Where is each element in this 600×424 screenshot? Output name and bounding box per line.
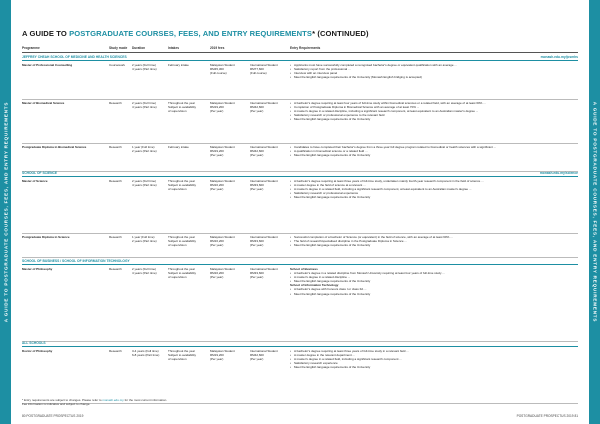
section-link[interactable]: monash.edu.my/jcsmhs: [540, 55, 578, 59]
requirement-item: • Meet the English language requirements of the University: [290, 292, 578, 296]
study-mode: Research: [109, 235, 122, 239]
side-tab-right: [589, 0, 600, 424]
requirement-item: • A master's degree in a related discipline, including a significant research component, at least equivalent to an Australian master's degree ...: [290, 109, 578, 113]
cell-line: of supervision: [168, 109, 187, 114]
duration: [132, 101, 165, 109]
entry-requirements: [290, 101, 578, 121]
table-row: [22, 265, 578, 342]
cell-line: RM19,200: [210, 105, 224, 110]
requirement-item: • A qualification in biomedical science or a related field ...: [290, 149, 578, 153]
title-prefix: A GUIDE TO: [22, 29, 70, 38]
table-row: [22, 177, 578, 234]
entry-requirements: [290, 267, 578, 296]
cell-line: (Per year): [250, 275, 264, 280]
cell-line: International Student: [250, 179, 278, 183]
cell-line: 6-8 years (Part time): [132, 353, 160, 358]
cell-line: RM19,200: [210, 149, 224, 154]
fee-international: [250, 349, 288, 361]
requirement-item: • A bachelor's degree with honours class I or class IIA ...: [290, 287, 578, 291]
requirements-list: [290, 349, 578, 369]
col-study-mode: Study mode: [109, 46, 128, 50]
requirement-item: • A bachelor's degree requiring at least three years of full-time study in a relevant field ...: [290, 349, 578, 353]
cell-line: Throughout the year: [168, 267, 196, 271]
cell-line: Throughout the year: [168, 349, 196, 353]
requirement-item: • Candidates to have completed their bachelor's degree from a three-year full degree program related to biomedical or health sciences with a significant ...: [290, 145, 578, 149]
cell-line: International Student: [250, 145, 278, 149]
requirement-item: • Satisfactory research or professional experience to the relevant field: [290, 113, 578, 117]
cell-line: RM33,600: [250, 183, 264, 188]
section-header: [22, 54, 578, 61]
requirements-list: [290, 63, 578, 79]
cell-line: Malaysian Student: [210, 267, 235, 271]
fee-malaysian: [210, 179, 248, 191]
section-header: [22, 258, 578, 265]
title-suffix: * (CONTINUED): [312, 29, 369, 38]
cell-line: (Full course): [250, 71, 267, 76]
requirement-item: • The field of research/specialised discipline in the Postgraduate Diploma in Science ...: [290, 239, 578, 243]
requirement-item: • A master's degree in a related field, including a significant research component, at least equivalent to an Australian master's degree ...: [290, 187, 578, 191]
cell-line: 2 years (Full time): [132, 101, 157, 105]
requirement-item: • Satisfactory research experience: [290, 361, 578, 365]
page-title: [22, 29, 369, 38]
cell-line: International Student: [250, 349, 278, 353]
study-mode: Coursework: [109, 63, 126, 67]
fee-international: [250, 179, 288, 191]
col-duration: Duration: [132, 46, 146, 50]
cell-line: Throughout the year: [168, 179, 196, 183]
table-row: [22, 99, 578, 144]
requirement-item: • Meet the English language requirements of the University (Monash English bridging is accepted): [290, 75, 578, 79]
fee-malaysian: [210, 235, 248, 247]
intakes: [168, 267, 208, 279]
cell-line: RM33,600: [250, 239, 264, 244]
requirement-item: • Applicants must have successfully completed a recognised bachelor's degree or equivalent qualification with an average ...: [290, 63, 578, 67]
requirement-item: • Meet the English language requirements of the University: [290, 117, 578, 121]
requirement-item: • Meet the English language requirements of the University: [290, 153, 578, 157]
programme-name: Postgraduate Diploma in Science: [22, 235, 70, 239]
footnote-line2: Fee information is indicative and subject to change.: [22, 402, 91, 406]
footnote-link[interactable]: monash.edu.my: [102, 398, 124, 402]
cell-line: Subject to availability: [168, 105, 197, 110]
requirement-item: • A master's degree in a related field, including a significant research component ...: [290, 357, 578, 361]
table-row: [22, 233, 578, 258]
cell-line: of supervision: [168, 275, 187, 280]
section-link[interactable]: monash.edu.my/science: [539, 171, 578, 175]
study-mode: Research: [109, 145, 122, 149]
cell-line: 2 years (Full time): [132, 267, 157, 271]
intakes: [168, 349, 208, 361]
requirements-list: [290, 235, 578, 247]
cell-line: (Per year): [210, 357, 224, 362]
entry-requirements: [290, 349, 578, 369]
cell-line: International Student: [250, 63, 278, 67]
duration: [132, 267, 165, 275]
cell-line: RM42,600: [250, 105, 264, 110]
cell-line: (Full course): [210, 71, 227, 76]
cell-line: of supervision: [168, 187, 187, 192]
requirement-item: • Meet the English language requirements of the University: [290, 365, 578, 369]
fee-international: [250, 101, 288, 113]
requirement-item: • A master degree in the relevant department ...: [290, 353, 578, 357]
cell-line: 2 years (Part time): [132, 239, 157, 244]
cell-line: (Per year): [210, 275, 224, 280]
intakes: [168, 145, 208, 149]
cell-line: 1 year (Full time): [132, 235, 155, 239]
fee-malaysian: [210, 63, 248, 75]
cell-line: Throughout the year: [168, 235, 196, 239]
footnote: [22, 398, 422, 406]
fee-international: [250, 63, 288, 75]
requirement-item: • A bachelor's degree requiring at least three years of full-time study, undertaken mainly fourth-year research component in the field of science ...: [290, 179, 578, 183]
side-tab-left-text: A GUIDE TO POSTGRADUATE COURSES, FEES, AND ENTRY REQUIREMENTS: [3, 101, 8, 323]
study-mode: Research: [109, 101, 122, 105]
cell-line: (Per year): [250, 357, 264, 362]
requirements-list: [290, 267, 578, 296]
programme-name: Master of Professional Counselling: [22, 63, 73, 67]
requirement-item: • Meet the English language requirements of the University: [290, 243, 578, 247]
footnote-text-end: for the most current information.: [123, 398, 168, 402]
section-name: ALL SCHOOLS: [22, 341, 46, 345]
footer-left: 80 POSTGRADUATE PROSPECTUS 2019: [22, 414, 84, 418]
footer-right: POSTGRADUATE PROSPECTUS 2019 81: [516, 414, 578, 418]
col-entry: Entry Requirements: [290, 46, 321, 50]
cell-line: International Student: [250, 101, 278, 105]
cell-line: (Per year): [250, 243, 264, 248]
section-header: [22, 170, 578, 177]
cell-line: Malaysian Student: [210, 235, 235, 239]
col-programme: Programme: [22, 46, 40, 50]
cell-line: of supervision: [168, 357, 187, 362]
programme-name: Master of Science: [22, 179, 48, 183]
cell-line: of supervision: [168, 243, 187, 248]
duration: [132, 179, 165, 187]
requirement-item: • Successful completion of a bachelor of Science (or equivalent) in the field of science, with an average of at least 60% ...: [290, 235, 578, 239]
cell-line: (Per year): [210, 187, 224, 192]
cell-line: International Student: [250, 267, 278, 271]
cell-line: 1 year (Full time): [132, 145, 155, 149]
cell-line: 2 years (Full time): [132, 63, 157, 67]
cell-line: RM16,200: [210, 271, 224, 276]
study-mode: Research: [109, 179, 122, 183]
requirements-list: [290, 145, 578, 157]
table-row: [22, 347, 578, 404]
table-header: [22, 45, 578, 53]
table-row: [22, 143, 578, 172]
requirement-item: • Satisfactory research or professional experience: [290, 191, 578, 195]
duration: [132, 145, 165, 153]
programme-name: Postgraduate Diploma in Biomedical Science: [22, 145, 87, 149]
cell-line: 2 years (Full time): [132, 179, 157, 183]
requirement-subheading: School of Business: [290, 267, 318, 271]
section-name: SCHOOL OF SCIENCE: [22, 171, 58, 175]
cell-line: Malaysian Student: [210, 101, 235, 105]
fee-malaysian: [210, 349, 248, 361]
cell-line: 4 years (Part time): [132, 105, 157, 110]
intakes: [168, 101, 208, 113]
cell-line: RM77,600: [250, 67, 264, 72]
cell-line: RM16,200: [210, 183, 224, 188]
entry-requirements: [290, 63, 578, 79]
fee-international: [250, 145, 288, 157]
requirement-item: • A master degree in the field of science at a relevant ...: [290, 183, 578, 187]
cell-line: February intake: [168, 145, 189, 149]
programme-name: Doctor of Philosophy: [22, 349, 53, 353]
cell-line: Subject to availability: [168, 239, 197, 244]
requirement-item: • Meet the English language requirements of the University: [290, 279, 578, 283]
fee-international: [250, 235, 288, 247]
requirement-item: • A master's degree in a related discipline ...: [290, 275, 578, 279]
cell-line: Malaysian Student: [210, 349, 235, 353]
cell-line: RM19,200: [210, 353, 224, 358]
cell-line: Malaysian Student: [210, 179, 235, 183]
cell-line: (Per year): [210, 153, 224, 158]
section-name: JEFFREY CHEAH SCHOOL OF MEDICINE AND HEALTH SCIENCES: [22, 55, 127, 59]
cell-line: (Per year): [210, 243, 224, 248]
entry-requirements: [290, 235, 578, 247]
entry-requirements: [290, 145, 578, 157]
requirement-item: • Interview with an interview panel: [290, 71, 578, 75]
cell-line: (Per year): [250, 109, 264, 114]
cell-line: 4 years (Part time): [132, 67, 157, 72]
cell-line: (Per year): [210, 109, 224, 114]
cell-line: (Per year): [250, 153, 264, 158]
study-mode: Research: [109, 349, 122, 353]
requirement-subheading: School of Information Technology: [290, 283, 339, 288]
programme-name: Master of Philosophy: [22, 267, 53, 271]
entry-requirements: [290, 179, 578, 199]
section-header: [22, 340, 578, 347]
col-intakes: Intakes: [168, 46, 179, 50]
fee-international: [250, 267, 288, 279]
requirement-item: • Meet the English language requirements of the University: [290, 195, 578, 199]
cell-line: Subject to availability: [168, 271, 197, 276]
requirement-item: • Satisfactory report from the professional ...: [290, 67, 578, 71]
cell-line: 4 years (Part time): [132, 183, 157, 188]
cell-line: RM45,300: [210, 67, 224, 72]
requirements-list: [290, 179, 578, 199]
requirement-item: • Completion of Postgraduate Diploma in Biomedical Science with an average of at least 70% ...: [290, 105, 578, 109]
duration: [132, 63, 165, 71]
intakes: [168, 179, 208, 191]
cell-line: RM42,600: [250, 149, 264, 154]
title-accent: POSTGRADUATE COURSES, FEES, AND ENTRY REQUIREMENTS: [69, 29, 313, 38]
side-tab-right-text: A GUIDE TO POSTGRADUATE COURSES, FEES, AND ENTRY REQUIREMENTS: [592, 101, 597, 323]
cell-line: 4 years (Part time): [132, 271, 157, 276]
cell-line: RM42,600: [250, 353, 264, 358]
cell-line: Malaysian Student: [210, 63, 235, 67]
side-tab-left: [0, 0, 11, 424]
cell-line: February intake: [168, 63, 189, 67]
cell-line: Subject to availability: [168, 183, 197, 188]
prospectus-page: [22, 0, 578, 424]
intakes: [168, 235, 208, 247]
fee-malaysian: [210, 145, 248, 157]
fee-malaysian: [210, 101, 248, 113]
cell-line: RM16,200: [210, 239, 224, 244]
requirement-item: • A bachelor's degree requiring at least four years of full-time study within biomedical sciences or a related field, with an average of at least 60% ...: [290, 101, 578, 105]
study-mode: Research: [109, 267, 122, 271]
duration: [132, 349, 165, 357]
table-row: [22, 61, 578, 100]
cell-line: (Per year): [250, 187, 264, 192]
col-fees: 2019 fees: [210, 46, 225, 50]
footnote-text: * Entry requirements are subject to changes. Please refer to: [22, 398, 103, 402]
cell-line: Malaysian Student: [210, 145, 235, 149]
cell-line: Subject to availability: [168, 353, 197, 358]
cell-line: RM33,600: [250, 271, 264, 276]
duration: [132, 235, 165, 243]
programme-name: Master of Biomedical Science: [22, 101, 65, 105]
cell-line: Throughout the year: [168, 101, 196, 105]
cell-line: 3-4 years (Full time): [132, 349, 159, 353]
requirement-item: • A bachelor's degree in a related discipline from Monash University requiring at least four years of full-time study ...: [290, 271, 578, 275]
intakes: [168, 63, 208, 67]
cell-line: International Student: [250, 235, 278, 239]
fee-malaysian: [210, 267, 248, 279]
cell-line: 2 years (Part time): [132, 149, 157, 154]
section-name: SCHOOL OF BUSINESS / SCHOOL OF INFORMATION TECHNOLOGY: [22, 259, 130, 263]
requirements-list: [290, 101, 578, 121]
